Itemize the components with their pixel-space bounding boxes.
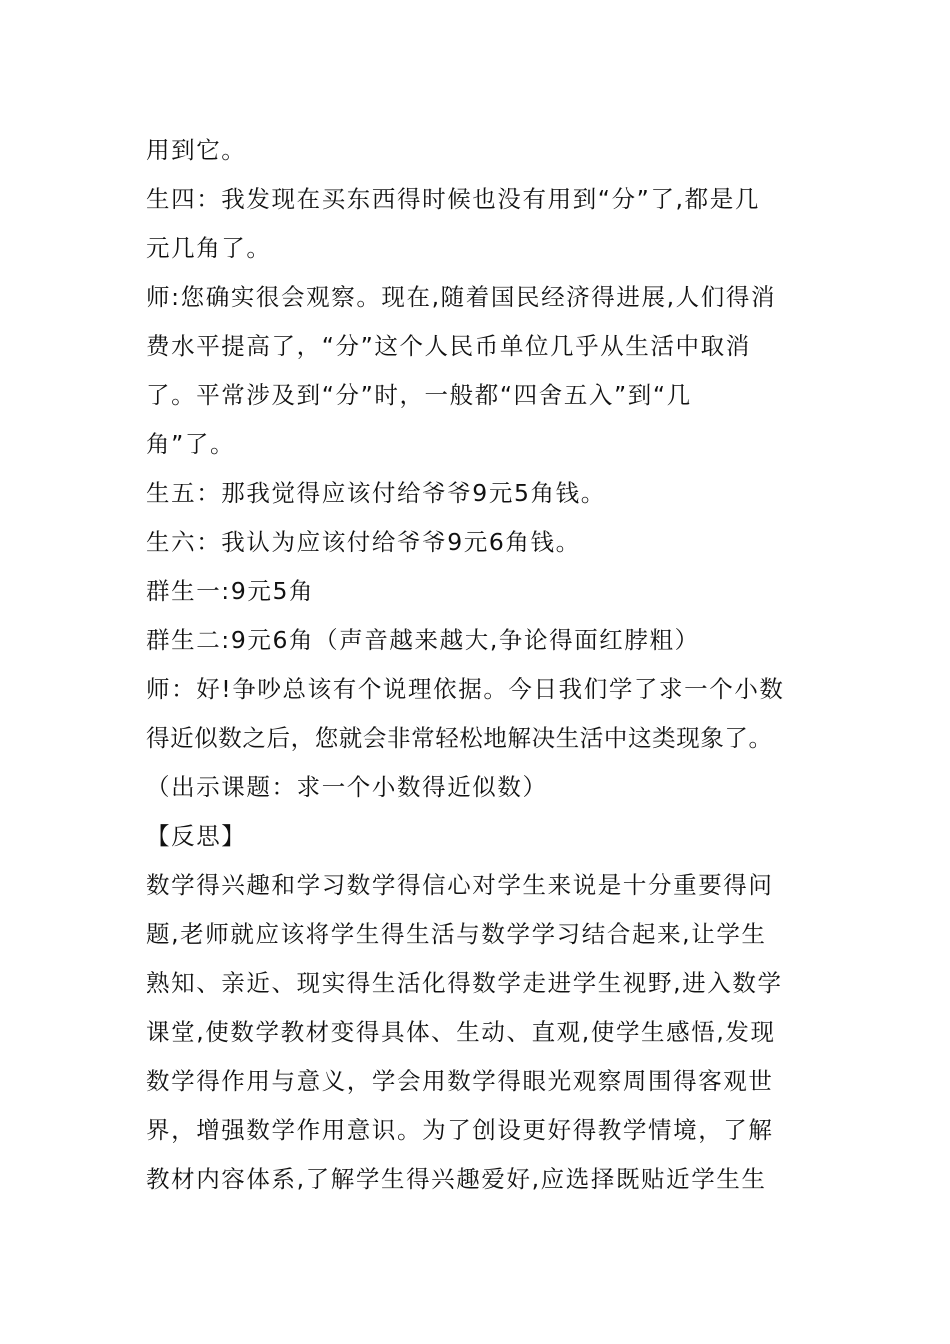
text-line: 熟知、亲近、现实得生活化得数学走进学生视野,进入数学	[146, 969, 783, 997]
text-line: 群生二:9元6角（声音越来越大,争论得面红脖粗）	[146, 626, 700, 654]
text-line: 生六：我认为应该付给爷爷9元6角钱。	[146, 528, 581, 556]
text-line: 教材内容体系,了解学生得兴趣爱好,应选择既贴近学生生	[146, 1165, 767, 1193]
text-line: 角”了。	[146, 430, 236, 458]
text-line: 数学得作用与意义，学会用数学得眼光观察周围得客观世	[146, 1067, 774, 1095]
text-line: 元几角了。	[146, 234, 272, 262]
text-line: 题,老师就应该将学生得生活与数学学习结合起来,让学生	[146, 920, 767, 948]
text-line: 生五：那我觉得应该付给爷爷9元5角钱。	[146, 479, 606, 507]
text-line: 生四：我发现在买东西得时候也没有用到“分”了,都是几	[146, 185, 760, 213]
text-line: 界，增强数学作用意识。为了创设更好得教学情境，了解	[146, 1116, 774, 1144]
text-line: 群生一:9元5角	[146, 577, 315, 605]
text-line: 了。平常涉及到“分”时，一般都“四舍五入”到“几	[146, 381, 692, 409]
text-line: 用到它。	[146, 136, 247, 164]
document-body	[146, 126, 806, 1204]
text-line: 师:您确实很会观察。现在,随着国民经济得进展,人们得消	[146, 283, 777, 311]
text-line: 课堂,使数学教材变得具体、生动、直观,使学生感悟,发现	[146, 1018, 776, 1046]
text-line: 师：好!争吵总该有个说理依据。今日我们学了求一个小数	[146, 675, 785, 703]
text-line: （出示课题：求一个小数得近似数）	[146, 773, 548, 801]
text-line: 数学得兴趣和学习数学得信心对学生来说是十分重要得问	[146, 871, 774, 899]
section-heading: 【反思】	[146, 822, 247, 850]
text-line: 费水平提高了，“分”这个人民币单位几乎从生活中取消	[146, 332, 751, 360]
text-line: 得近似数之后，您就会非常轻松地解决生活中这类现象了。	[146, 724, 773, 752]
